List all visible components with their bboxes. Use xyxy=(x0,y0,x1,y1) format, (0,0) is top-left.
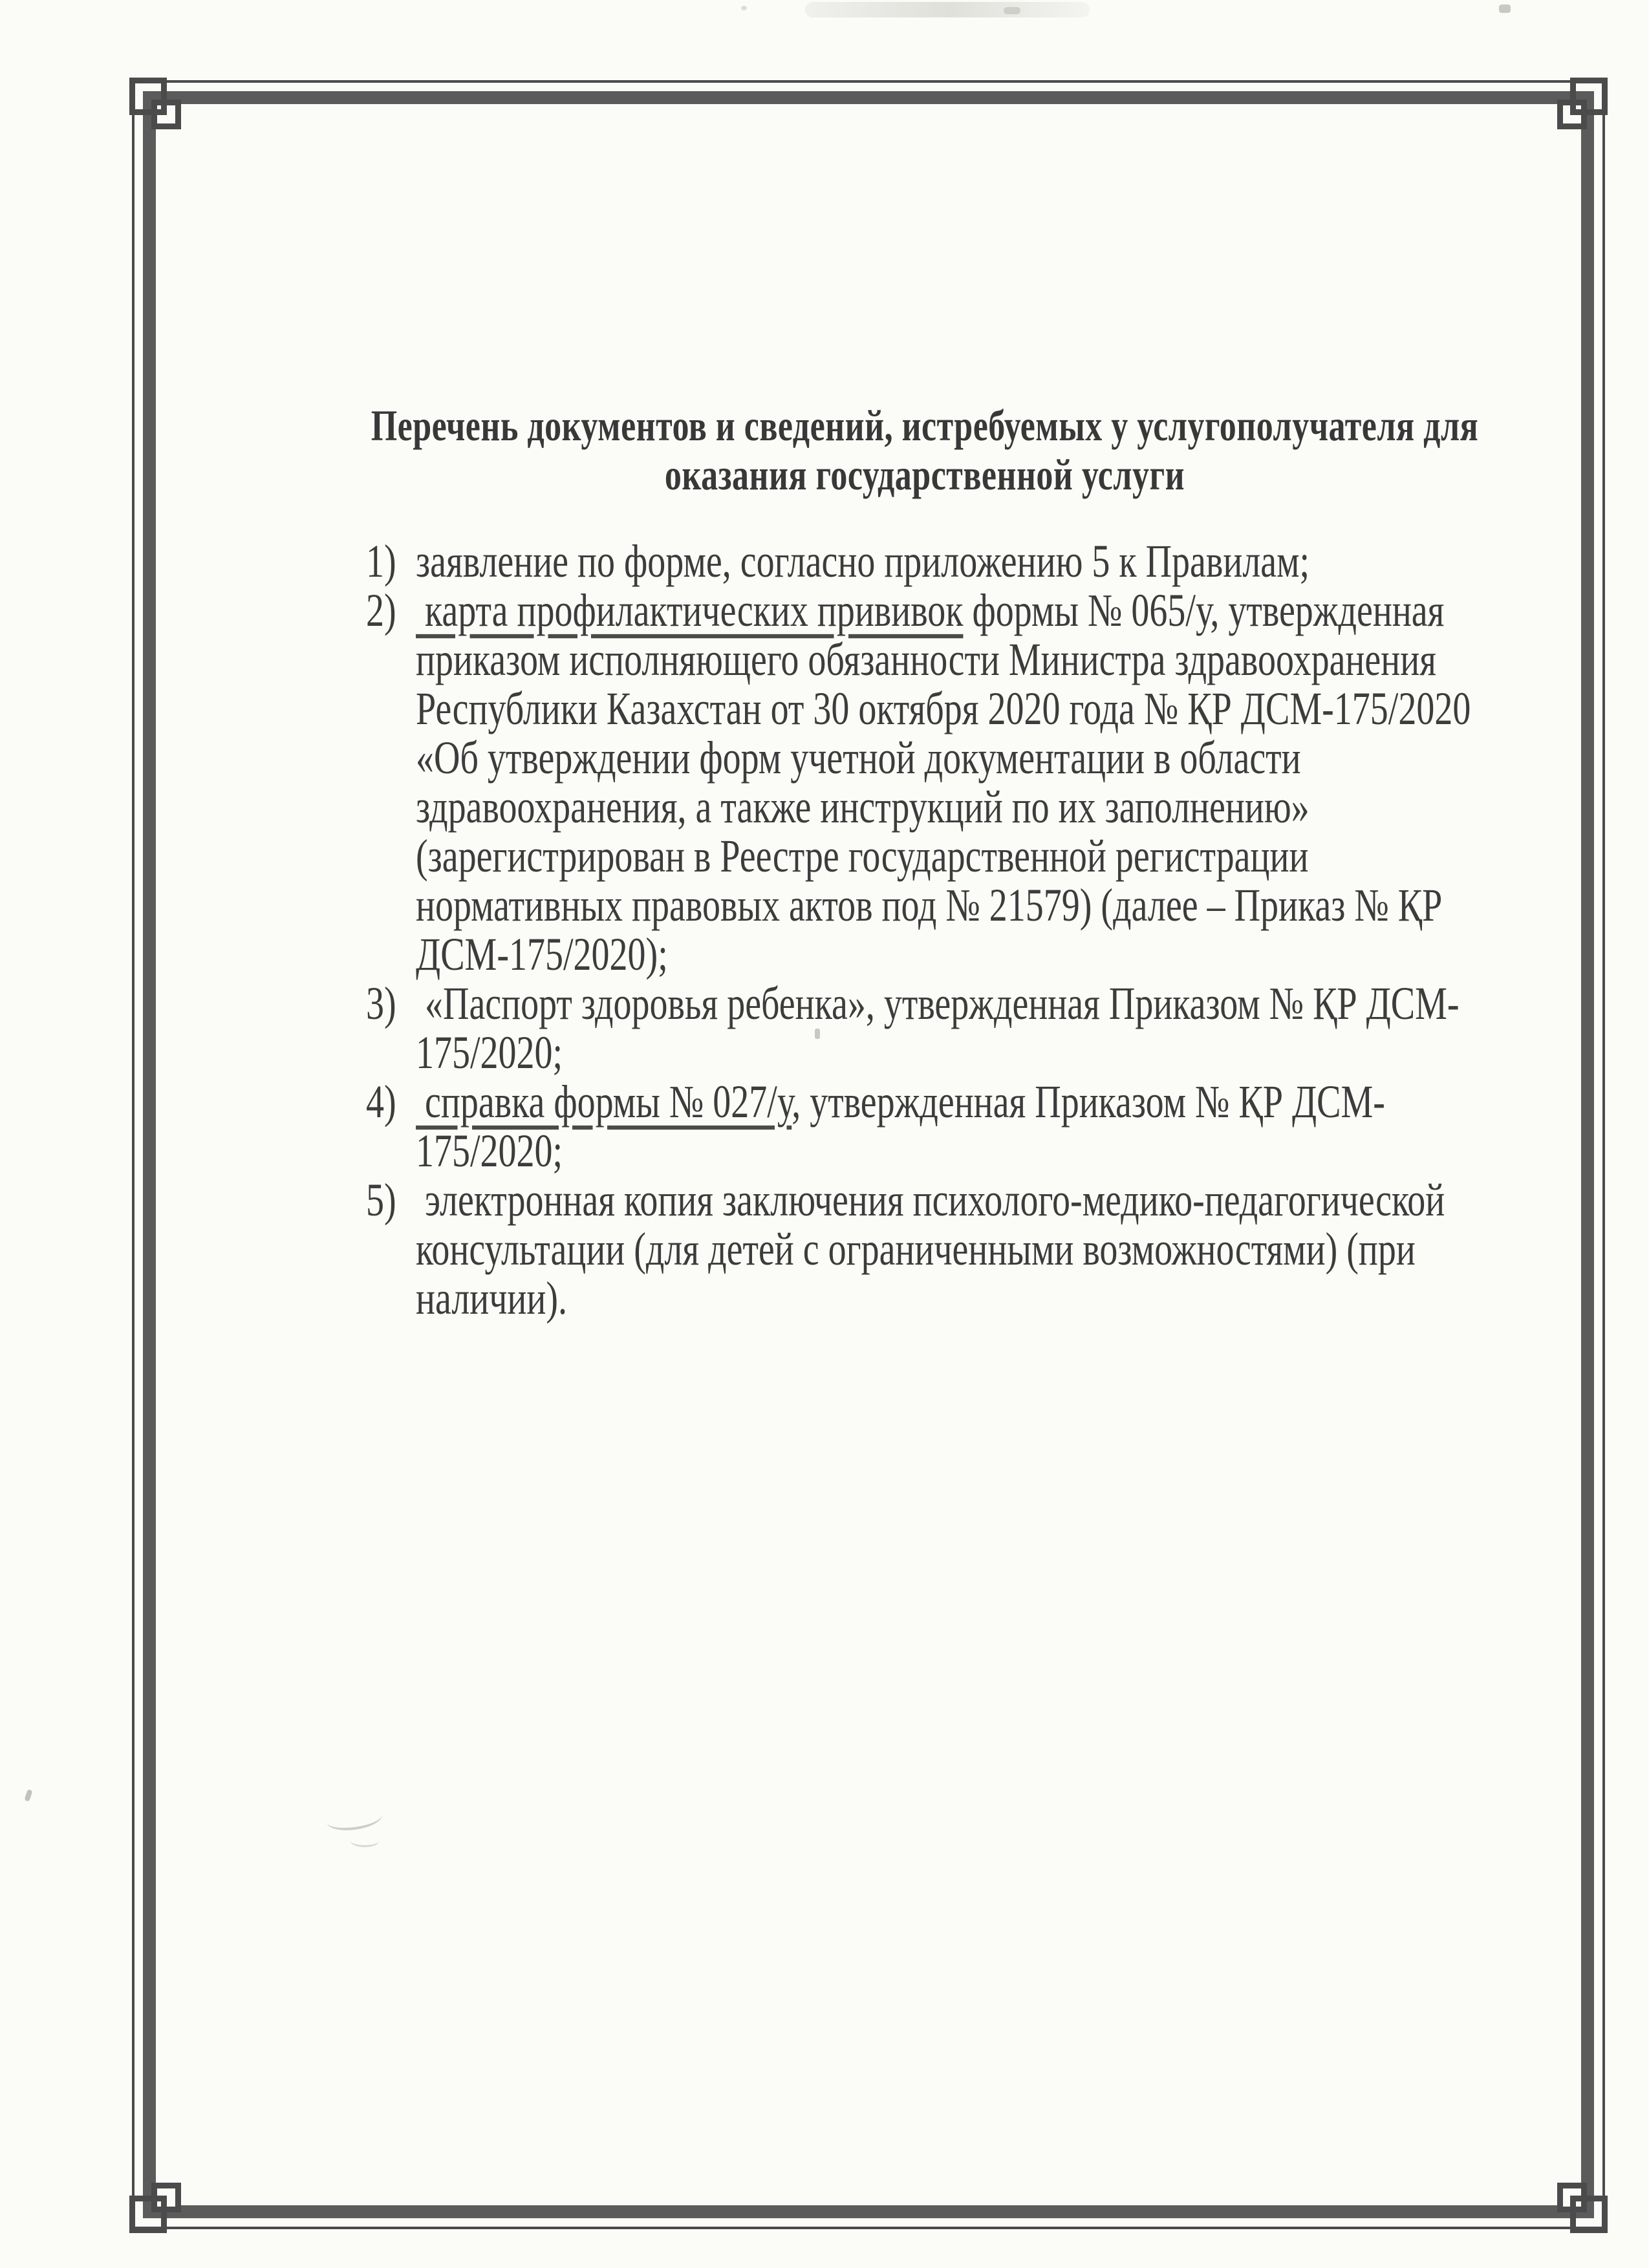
list-item-number-spacer xyxy=(366,1267,416,1330)
scan-artifact xyxy=(24,1789,32,1802)
list-item-text: консультации (для детей с ограниченными возможностями) (при xyxy=(416,1224,1416,1276)
document-list xyxy=(366,537,1569,1323)
list-item-number: 2) xyxy=(366,585,396,637)
list-item-number: 1) xyxy=(366,536,396,588)
list-item-text: «Паспорт здоровья ребенка», утвержденная Приказом № ҚР ДСМ- xyxy=(416,978,1460,1030)
list-item-number: 3) xyxy=(366,978,396,1030)
list-item-text: справка формы № 027/у, утвержденная Приказом № ҚР ДСМ- xyxy=(416,1076,1385,1128)
border-corner-square-big-top-left xyxy=(129,78,167,115)
list-item-text: приказом исполняющего обязанности Министра здравоохранения xyxy=(416,634,1436,686)
document-title xyxy=(278,402,1571,500)
document-title-line-1: Перечень документов и сведений, истребуемых у услугополучателя для xyxy=(371,402,1479,451)
border-corner-square-big-bottom-left xyxy=(129,2196,167,2233)
list-item-text: «Об утверждении форм учетной документации в области xyxy=(416,733,1301,784)
list-item-line xyxy=(366,1267,1569,1330)
scan-artifact xyxy=(741,6,747,10)
border-corner-square-big-top-right xyxy=(1570,78,1608,115)
list-item-text: карта профилактических прививок формы № 065/у, утвержденная xyxy=(416,585,1445,637)
scan-artifact xyxy=(805,2,1090,17)
list-item-text: нормативных правовых актов под № 21579) (далее – Приказ № ҚР xyxy=(416,880,1443,932)
border-corner-square-big-bottom-right xyxy=(1570,2196,1608,2233)
scan-artifact xyxy=(1499,5,1511,13)
list-item-text: электронная копия заключения психолого-медико-педагогической xyxy=(416,1175,1445,1226)
underlined-phrase: справка формы № 027/у xyxy=(416,1076,792,1128)
list-item-text: ДСМ-175/2020); xyxy=(416,929,668,981)
list-item-number: 4) xyxy=(366,1076,396,1128)
document-title-line-2: оказания государственной услуги xyxy=(664,451,1185,500)
scan-artifact xyxy=(1004,7,1020,14)
list-item-text: Республики Казахстан от 30 октября 2020 года № ҚР ДСМ-175/2020 xyxy=(416,683,1471,735)
list-item-text: здравоохранения, а также инструкций по их заполнению» xyxy=(416,782,1310,833)
list-item-text: заявление по форме, согласно приложению 5 к Правилам; xyxy=(416,536,1310,588)
list-item-number: 5) xyxy=(366,1175,396,1226)
list-item-text: 175/2020; xyxy=(416,1027,563,1079)
list-item-text: 175/2020; xyxy=(416,1126,563,1177)
list-item-text: (зарегистрирован в Реестре государственной регистрации xyxy=(416,831,1309,883)
underlined-phrase: карта профилактических прививок xyxy=(416,585,964,637)
list-item-text: наличии). xyxy=(416,1273,567,1325)
